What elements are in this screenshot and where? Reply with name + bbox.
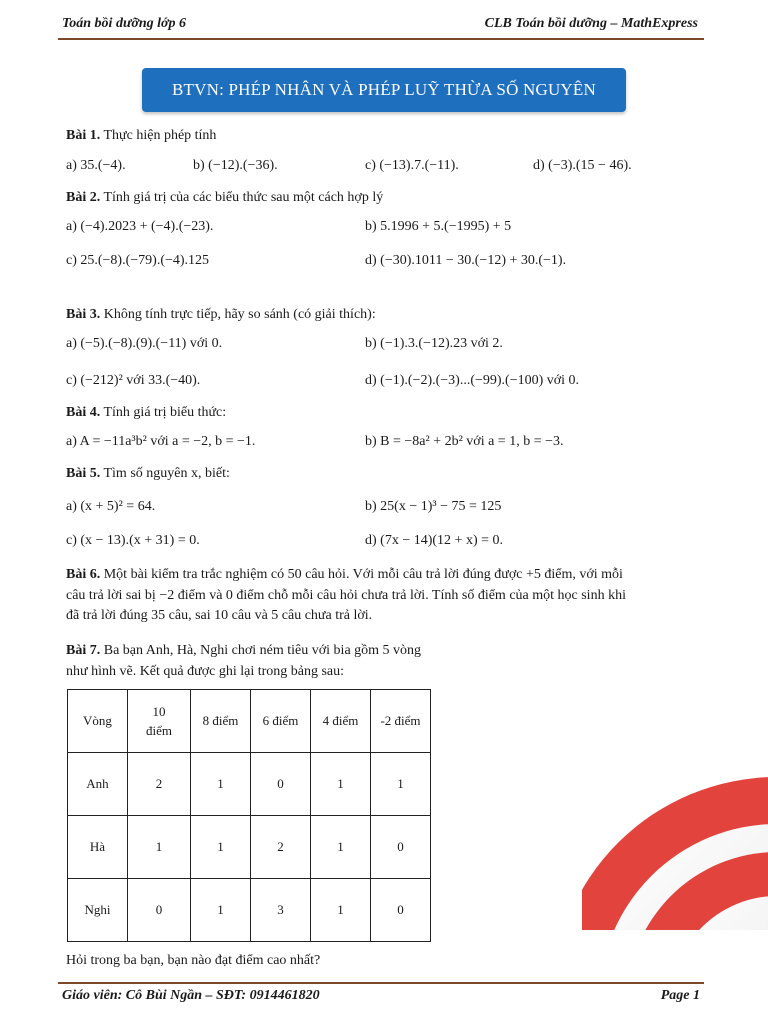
header-cell: Vòng xyxy=(68,690,128,753)
bai5-c: c) (x − 13).(x + 31) = 0. xyxy=(66,533,200,548)
bai1-a: a) 35.(−4). xyxy=(66,158,126,173)
bai1-heading xyxy=(66,127,216,145)
table-cell: 0 xyxy=(371,879,431,942)
bai5-heading xyxy=(66,465,230,483)
bai6-line2: câu trả lời sai bị −2 điểm và 0 điểm chỗ mỗi câu hỏi chưa trả lời. Tính số điểm của một học sinh khi xyxy=(66,588,626,603)
table-row xyxy=(68,753,431,816)
header-cell xyxy=(128,690,191,753)
header-cell: 8 điểm xyxy=(191,690,251,753)
table-cell: 2 xyxy=(128,753,191,816)
header-left: Toán bồi dưỡng lớp 6 xyxy=(62,16,187,31)
header-cell: 6 điểm xyxy=(251,690,311,753)
bai1-text: Thực hiện phép tính xyxy=(100,128,217,143)
header-right: CLB Toán bồi dưỡng – MathExpress xyxy=(484,16,698,31)
bai7-label: Bài 7. xyxy=(66,643,101,658)
row-label: Hà xyxy=(68,816,128,879)
table-cell: 1 xyxy=(191,879,251,942)
bai2-text: Tính giá trị của các biểu thức sau một cách hợp lý xyxy=(100,190,384,205)
bai1-c: c) (−13).7.(−11). xyxy=(365,158,459,173)
table-header-row xyxy=(68,690,431,753)
bai2-label: Bài 2. xyxy=(66,190,101,205)
bai1-label: Bài 1. xyxy=(66,128,101,143)
table-cell: 1 xyxy=(311,753,371,816)
row-label: Anh xyxy=(68,753,128,816)
table-cell: 3 xyxy=(251,879,311,942)
table-row xyxy=(68,816,431,879)
table-cell: 0 xyxy=(371,816,431,879)
table-cell: 1 xyxy=(311,816,371,879)
bai5-text: Tìm số nguyên x, biết: xyxy=(100,466,230,481)
bai4-heading xyxy=(66,404,226,422)
page-title: BTVN: PHÉP NHÂN VÀ PHÉP LUỸ THỪA SỐ NGUYÊN xyxy=(142,68,626,112)
bai1-d: d) (−3).(15 − 46). xyxy=(533,158,632,173)
bai6-text1: Một bài kiểm tra trắc nghiệm có 50 câu hỏi. Với mỗi câu trả lời đúng được +5 điểm, với mỗi xyxy=(100,567,623,582)
bai7-line2: như hình vẽ. Kết quả được ghi lại trong bảng sau: xyxy=(66,664,345,679)
table-cell: 1 xyxy=(191,816,251,879)
bai2-heading xyxy=(66,189,383,207)
bai3-heading xyxy=(66,306,376,324)
dartboard-image xyxy=(582,772,768,930)
bai7-line1 xyxy=(66,642,421,660)
table-cell: 0 xyxy=(251,753,311,816)
bai3-c: c) (−212)² với 33.(−40). xyxy=(66,373,201,388)
footer-left: Giáo viên: Cô Bùi Ngần – SĐT: 0914461820 xyxy=(62,988,320,1003)
bai5-label: Bài 5. xyxy=(66,466,101,481)
bai7-question: Hỏi trong ba bạn, bạn nào đạt điểm cao nhất? xyxy=(66,953,321,968)
header-cell: 4 điểm xyxy=(311,690,371,753)
bai2-d: d) (−30).1011 − 30.(−12) + 30.(−1). xyxy=(365,253,567,268)
table-cell: 0 xyxy=(128,879,191,942)
bai3-b: b) (−1).3.(−12).23 với 2. xyxy=(365,336,503,351)
row-label: Nghi xyxy=(68,879,128,942)
footer-right: Page 1 xyxy=(660,988,700,1003)
header-cell: -2 điểm xyxy=(371,690,431,753)
bai3-d: d) (−1).(−2).(−3)...(−99).(−100) với 0. xyxy=(365,373,580,388)
header-cell-text: 10 điểm xyxy=(146,704,172,738)
bai4-b: b) B = −8a² + 2b² với a = 1, b = −3. xyxy=(365,434,564,449)
bai4-text: Tính giá trị biểu thức: xyxy=(100,405,227,420)
bai2-a: a) (−4).2023 + (−4).(−23). xyxy=(66,219,214,234)
table-cell: 1 xyxy=(311,879,371,942)
table-row xyxy=(68,879,431,942)
bai5-d: d) (7x − 14)(12 + x) = 0. xyxy=(365,533,503,548)
table-cell: 1 xyxy=(191,753,251,816)
bai7-text1: Ba bạn Anh, Hà, Nghi chơi ném tiêu với bia gồm 5 vòng xyxy=(100,643,422,658)
bai6-label: Bài 6. xyxy=(66,567,101,582)
table-cell: 2 xyxy=(251,816,311,879)
bai3-text: Không tính trực tiếp, hãy so sánh (có giải thích): xyxy=(100,307,376,322)
bai6-line1 xyxy=(66,566,623,584)
bai6-line3: đã trả lời đúng 35 câu, sai 10 câu và 5 câu chưa trả lời. xyxy=(66,608,373,623)
table-cell: 1 xyxy=(128,816,191,879)
bai2-c: c) 25.(−8).(−79).(−4).125 xyxy=(66,253,210,268)
bai3-label: Bài 3. xyxy=(66,307,101,322)
bai2-b: b) 5.1996 + 5.(−1995) + 5 xyxy=(365,219,512,234)
bai4-label: Bài 4. xyxy=(66,405,101,420)
score-table xyxy=(67,689,431,942)
bai3-a: a) (−5).(−8).(9).(−11) với 0. xyxy=(66,336,223,351)
dartboard-illustration xyxy=(582,772,768,930)
bai1-b: b) (−12).(−36). xyxy=(193,158,278,173)
bai5-b: b) 25(x − 1)³ − 75 = 125 xyxy=(365,499,502,514)
table-cell: 1 xyxy=(371,753,431,816)
bai5-a: a) (x + 5)² = 64. xyxy=(66,499,156,514)
header-rule xyxy=(58,38,704,40)
bai4-a: a) A = −11a³b² với a = −2, b = −1. xyxy=(66,434,256,449)
footer-rule xyxy=(58,982,704,984)
